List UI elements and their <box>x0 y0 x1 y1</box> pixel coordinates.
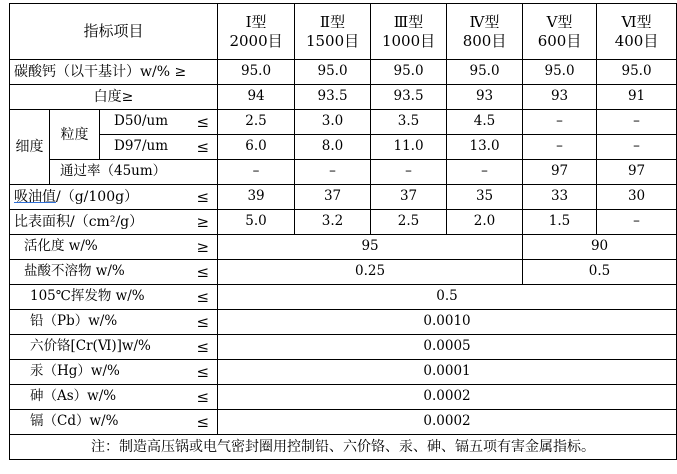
less-equal-sign: ≤ <box>196 137 210 156</box>
row-cadmium <box>10 410 677 435</box>
lead-label: 铅（Pb）w/% ≤ <box>10 310 218 335</box>
less-equal-sign: ≤ <box>196 287 210 306</box>
granularity-label: 粒度 <box>50 110 100 160</box>
row-d97 <box>10 135 677 160</box>
cell-value: – <box>597 210 677 235</box>
d50-label: D50/um ≤ <box>100 110 218 135</box>
cell-value: 0.5 <box>523 260 677 285</box>
less-equal-sign: ≤ <box>196 337 210 356</box>
cell-value: 0.0002 <box>218 385 677 410</box>
cell-value: – <box>447 160 523 185</box>
cell-value: – <box>371 160 447 185</box>
cell-value: – <box>597 110 677 135</box>
row-volatiles <box>10 285 677 310</box>
cell-value: 3.2 <box>295 210 371 235</box>
row-hcl-insoluble <box>10 260 677 285</box>
less-equal-sign: ≤ <box>196 187 210 206</box>
row-oil-absorption <box>10 185 677 210</box>
row-whiteness <box>10 85 677 110</box>
cell-value: 95.0 <box>597 60 677 85</box>
cell-value: 13.0 <box>447 135 523 160</box>
row-d50 <box>10 110 677 135</box>
cell-value: 95.0 <box>295 60 371 85</box>
cell-value: 2.5 <box>218 110 295 135</box>
greater-equal-sign: ≥ <box>196 212 210 231</box>
cell-value: – <box>523 110 597 135</box>
cell-value: – <box>218 160 295 185</box>
less-equal-sign: ≤ <box>196 387 210 406</box>
cell-value: 93.5 <box>371 85 447 110</box>
header-item-label: 指标项目 <box>10 4 218 60</box>
header-type-2: Ⅱ型 1500目 <box>295 4 371 60</box>
cell-value: 91 <box>597 85 677 110</box>
footnote: 注：制造高压锅或电气密封圈用控制铅、六价铬、汞、砷、镉五项有害金属指标。 <box>10 435 677 460</box>
cell-value: 95.0 <box>218 60 295 85</box>
cadmium-label: 镉（Cd）w/% ≤ <box>10 410 218 435</box>
cell-value: – <box>295 160 371 185</box>
cell-value: 93 <box>523 85 597 110</box>
cell-value: 1.5 <box>523 210 597 235</box>
mercury-label: 汞（Hg）w/% ≤ <box>10 360 218 385</box>
cell-value: 0.5 <box>218 285 677 310</box>
row-mercury <box>10 360 677 385</box>
row-activation <box>10 235 677 260</box>
spec-table <box>9 3 677 460</box>
cell-value: 35 <box>447 185 523 210</box>
activation-label: 活化度 w/% ≥ <box>10 235 218 260</box>
cell-value: 30 <box>597 185 677 210</box>
less-equal-sign: ≤ <box>196 362 210 381</box>
greater-equal-sign: ≥ <box>196 237 210 256</box>
cell-value: 93 <box>447 85 523 110</box>
less-equal-sign: ≤ <box>196 312 210 331</box>
row-label: 白度≥ <box>10 85 218 110</box>
specific-surface-label: 比表面积/（cm²/g） ≥ <box>10 210 218 235</box>
cell-value: – <box>597 135 677 160</box>
cell-value: 37 <box>295 185 371 210</box>
cell-value: 2.0 <box>447 210 523 235</box>
hcl-insoluble-label: 盐酸不溶物 w/% ≤ <box>10 260 218 285</box>
header-type-3: Ⅲ型 1000目 <box>371 4 447 60</box>
cell-value: 97 <box>523 160 597 185</box>
cell-value: 0.0005 <box>218 335 677 360</box>
cell-value: 39 <box>218 185 295 210</box>
row-pass-rate <box>10 160 677 185</box>
less-equal-sign: ≤ <box>196 262 210 281</box>
header-type-4: Ⅳ型 800目 <box>447 4 523 60</box>
less-equal-sign: ≤ <box>196 412 210 431</box>
cell-value: 5.0 <box>218 210 295 235</box>
cell-value: 3.0 <box>295 110 371 135</box>
cell-value: 6.0 <box>218 135 295 160</box>
pass-rate-label: 通过率（45um） <box>50 160 218 185</box>
header-type-6: Ⅵ型 400目 <box>597 4 677 60</box>
cell-value: 95.0 <box>447 60 523 85</box>
chromium-label: 六价铬[Cr(Ⅵ)]w/% ≤ <box>10 335 218 360</box>
cell-value: 37 <box>371 185 447 210</box>
cell-value: 0.0002 <box>218 410 677 435</box>
cell-value: 4.5 <box>447 110 523 135</box>
cell-value: 33 <box>523 185 597 210</box>
cell-value: 8.0 <box>295 135 371 160</box>
row-specific-surface <box>10 210 677 235</box>
cell-value: 94 <box>218 85 295 110</box>
cell-value: – <box>523 135 597 160</box>
row-caco3 <box>10 60 677 85</box>
cell-value: 0.25 <box>218 260 523 285</box>
cell-value: 95 <box>218 235 523 260</box>
cell-value: 11.0 <box>371 135 447 160</box>
cell-value: 90 <box>523 235 677 260</box>
cell-value: 0.0001 <box>218 360 677 385</box>
oil-absorption-label: 吸油值/（g/100g） ≤ <box>10 185 218 210</box>
cell-value: 2.5 <box>371 210 447 235</box>
row-note <box>10 435 677 460</box>
cell-value: 0.0010 <box>218 310 677 335</box>
header-row <box>10 4 677 60</box>
volatiles-label: 105℃挥发物 w/% ≤ <box>10 285 218 310</box>
cell-value: 97 <box>597 160 677 185</box>
less-equal-sign: ≤ <box>196 112 210 131</box>
d97-label: D97/um ≤ <box>100 135 218 160</box>
header-type-5: Ⅴ型 600目 <box>523 4 597 60</box>
row-arsenic <box>10 385 677 410</box>
header-type-1: Ⅰ型 2000目 <box>218 4 295 60</box>
row-lead <box>10 310 677 335</box>
arsenic-label: 砷（As）w/% ≤ <box>10 385 218 410</box>
cell-value: 95.0 <box>371 60 447 85</box>
cell-value: 95.0 <box>523 60 597 85</box>
fineness-label: 细度 <box>10 110 50 185</box>
row-chromium <box>10 335 677 360</box>
row-label: 碳酸钙（以干基计）w/% ≥ <box>10 60 218 85</box>
cell-value: 3.5 <box>371 110 447 135</box>
cell-value: 93.5 <box>295 85 371 110</box>
